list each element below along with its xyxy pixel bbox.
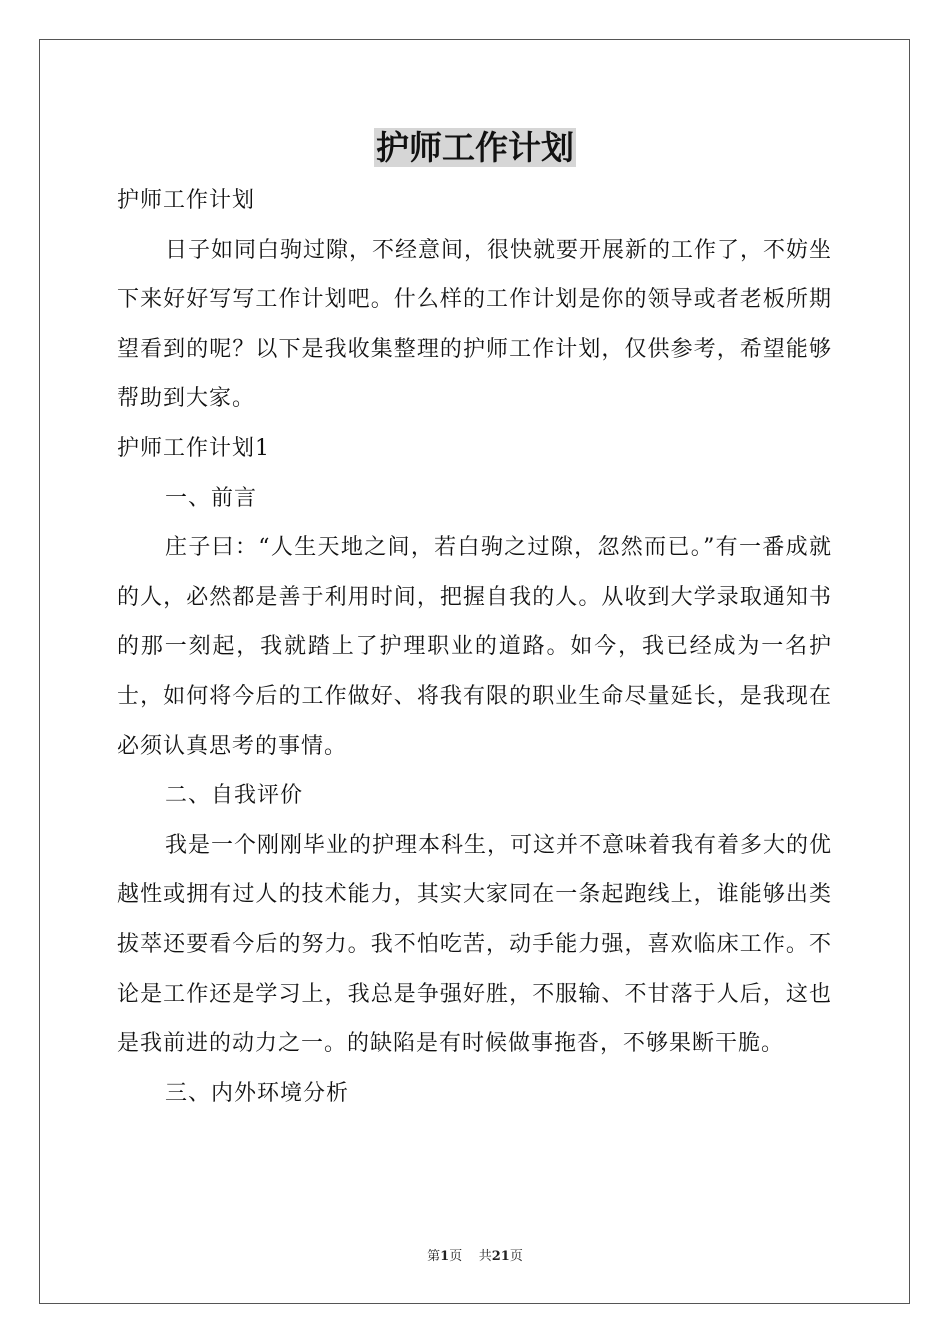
intro-paragraph: 日子如同白驹过隙，不经意间，很快就要开展新的工作了，不妨坐下来好好写写工作计划吧。什么样的工作计划是你的领导或者老板所期望看到的呢？以下是我收集整理的护师工作计划，仅供参考，希望能够帮助到大家。: [117, 237, 833, 412]
heading-self-evaluation: 二、自我评价: [165, 783, 304, 809]
footer-page-prefix: 第: [427, 1249, 441, 1264]
heading-preface: 一、前言: [165, 485, 258, 511]
page-footer: [0, 1247, 950, 1267]
section-heading-plan-1: 护师工作计划1: [117, 435, 270, 461]
footer-total-pages: 21: [491, 1249, 510, 1264]
footer-total-unit: 页: [509, 1249, 523, 1264]
footer-total-prefix: 共: [478, 1249, 492, 1264]
document-body: [117, 176, 832, 1118]
subtitle-line: 护师工作计划: [117, 188, 256, 213]
footer-page-unit: 页: [449, 1249, 463, 1264]
document-title: [0, 126, 950, 170]
heading-environment-analysis: 三、内外环境分析: [165, 1080, 350, 1106]
document-title-text: 护师工作计划: [376, 128, 574, 167]
self-evaluation-paragraph: 我是一个刚刚毕业的护理本科生，可这并不意味着我有着多大的优越性或拥有过人的技术能力，其实大家同在一条起跑线上，谁能够出类拔萃还要看今后的努力。我不怕吃苦，动手能力强，喜欢临床工作。不论是工作还是学习上，我总是争强好胜，不服输、不甘落于人后，这也是我前进的动力之一。的缺陷是有时候做事拖沓，不够果断干脆。: [117, 832, 833, 1057]
preface-paragraph: 庄子曰：“人生天地之间，若白驹之过隙，忽然而已。”有一番成就的人，必然都是善于利用时间，把握自我的人。从收到大学录取通知书的那一刻起，我就踏上了护理职业的道路。如今，我已经成为一名护士，如何将今后的工作做好、将我有限的职业生命尽量延长，是我现在必须认真思考的事情。: [117, 535, 832, 759]
footer-page-number: 1: [440, 1249, 450, 1264]
